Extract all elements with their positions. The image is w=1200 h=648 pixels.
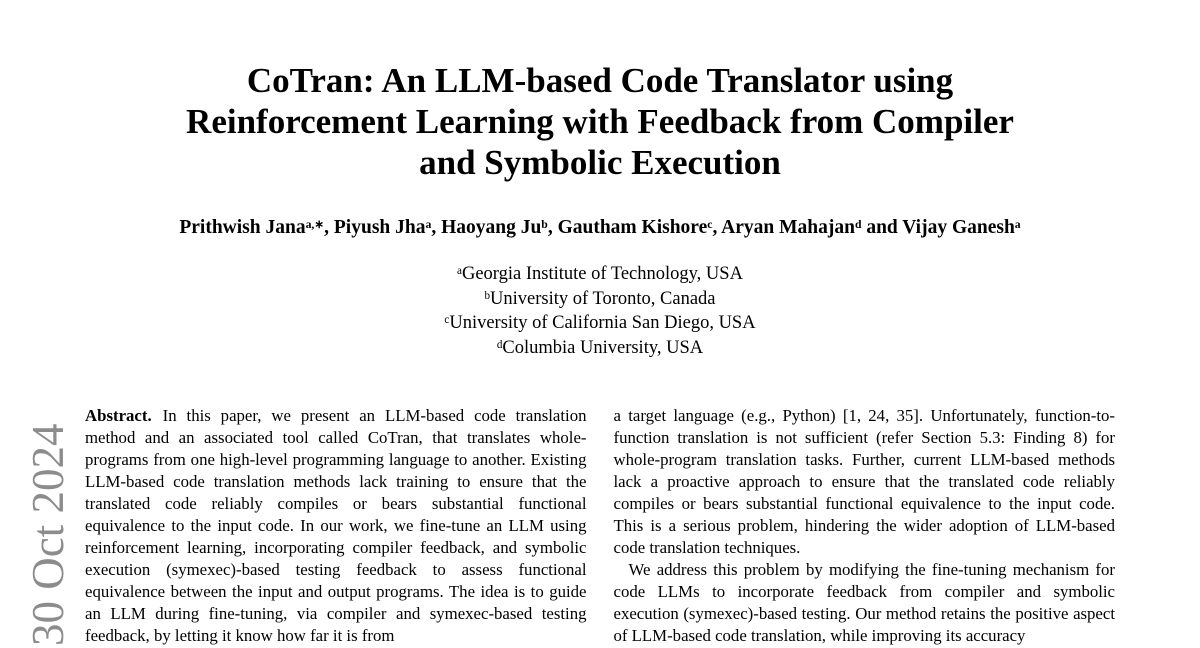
intro-paragraph-1: a target language (e.g., Python) [1, 24, 35]. Unfortunately, function-to-function translation is not sufficient (refer Section 5.3: Finding 8) for whole-program translation tasks. Further, current LLM-based methods lack a proactive approach to ensure that the translated code reliably compiles or bears substantial functional equivalence to the input code. This is a serious problem, hindering the wider adoption of LLM-based code translation techniques. — [613, 406, 1115, 557]
author-name: Aryan Mahajan — [721, 217, 855, 238]
author-affiliation-mark: a — [1014, 217, 1021, 231]
affiliations — [0, 262, 1200, 360]
affiliation-line — [0, 311, 1200, 336]
abstract-text: In this paper, we present an LLM-based code translation method and an associated tool called CoTran, that translates whole-programs from one high-level programming language to another. Existing LLM-based code translation methods lack training to ensure that the translated code reliably compiles or bears substantial functional equivalence to the input code. In our work, we fine-tune an LLM using reinforcement learning, incorporating compiler feedback, and symbolic execution (symexec)-based testing feedback to assess functional equivalence between the input and output programs. The idea is to guide an LLM during fine-tuning, via compiler and symexec-based testing feedback, by letting it know how far it is from — [85, 406, 587, 645]
author-separator: , — [712, 217, 722, 238]
author-affiliation-mark: c — [707, 217, 713, 231]
author-affiliation-mark: a,∗ — [305, 217, 325, 231]
paper-title-text: CoTran: An LLM-based Code Translator using Reinforcement Learning with Feedback from Compiler and Symbolic Execution — [186, 61, 1014, 182]
author-affiliation-mark: a — [425, 217, 432, 231]
affiliation-line — [0, 262, 1200, 287]
affiliation-text: Georgia Institute of Technology, USA — [461, 264, 743, 284]
affiliation-mark: d — [496, 338, 503, 351]
affiliation-text: Columbia University, USA — [502, 337, 704, 358]
abstract-label: Abstract. — [85, 406, 152, 425]
affiliation-text: University of California San Diego, USA — [449, 313, 756, 333]
paper-title — [0, 60, 1200, 183]
affiliation-line — [0, 287, 1200, 312]
author-name: Piyush Jha — [333, 217, 426, 238]
author-affiliation-mark: d — [854, 217, 862, 231]
body-columns — [85, 405, 1115, 648]
left-column — [85, 405, 587, 648]
arxiv-date-stamp: 30 Oct 2024 — [23, 423, 73, 646]
author-separator: , — [324, 217, 334, 238]
author-name: Gautham Kishore — [557, 217, 708, 238]
author-name: Haoyang Ju — [441, 217, 542, 238]
affiliation-mark: b — [484, 289, 491, 302]
author-name: Vijay Ganesh — [902, 217, 1015, 238]
author-separator: , — [431, 217, 442, 238]
affiliation-mark: a — [457, 265, 462, 278]
author-line — [0, 217, 1200, 239]
right-column — [614, 405, 1116, 648]
author-name: Prithwish Jana — [179, 217, 306, 238]
abstract-paragraph — [85, 405, 587, 647]
intro-paragraph-2: We address this problem by modifying the fine-tuning mechanism for code LLMs to incorporate feedback from compiler and symbolic execution (symexec)-based testing. Our method retains the positive aspect of LLM-based code translation, while improving its accuracy — [613, 560, 1115, 645]
author-separator: and — [861, 217, 903, 238]
affiliation-mark: c — [444, 314, 450, 327]
affiliation-text: University of Toronto, Canada — [490, 288, 716, 309]
author-affiliation-mark: b — [541, 217, 548, 231]
author-separator: , — [547, 217, 558, 238]
affiliation-line — [0, 336, 1200, 361]
